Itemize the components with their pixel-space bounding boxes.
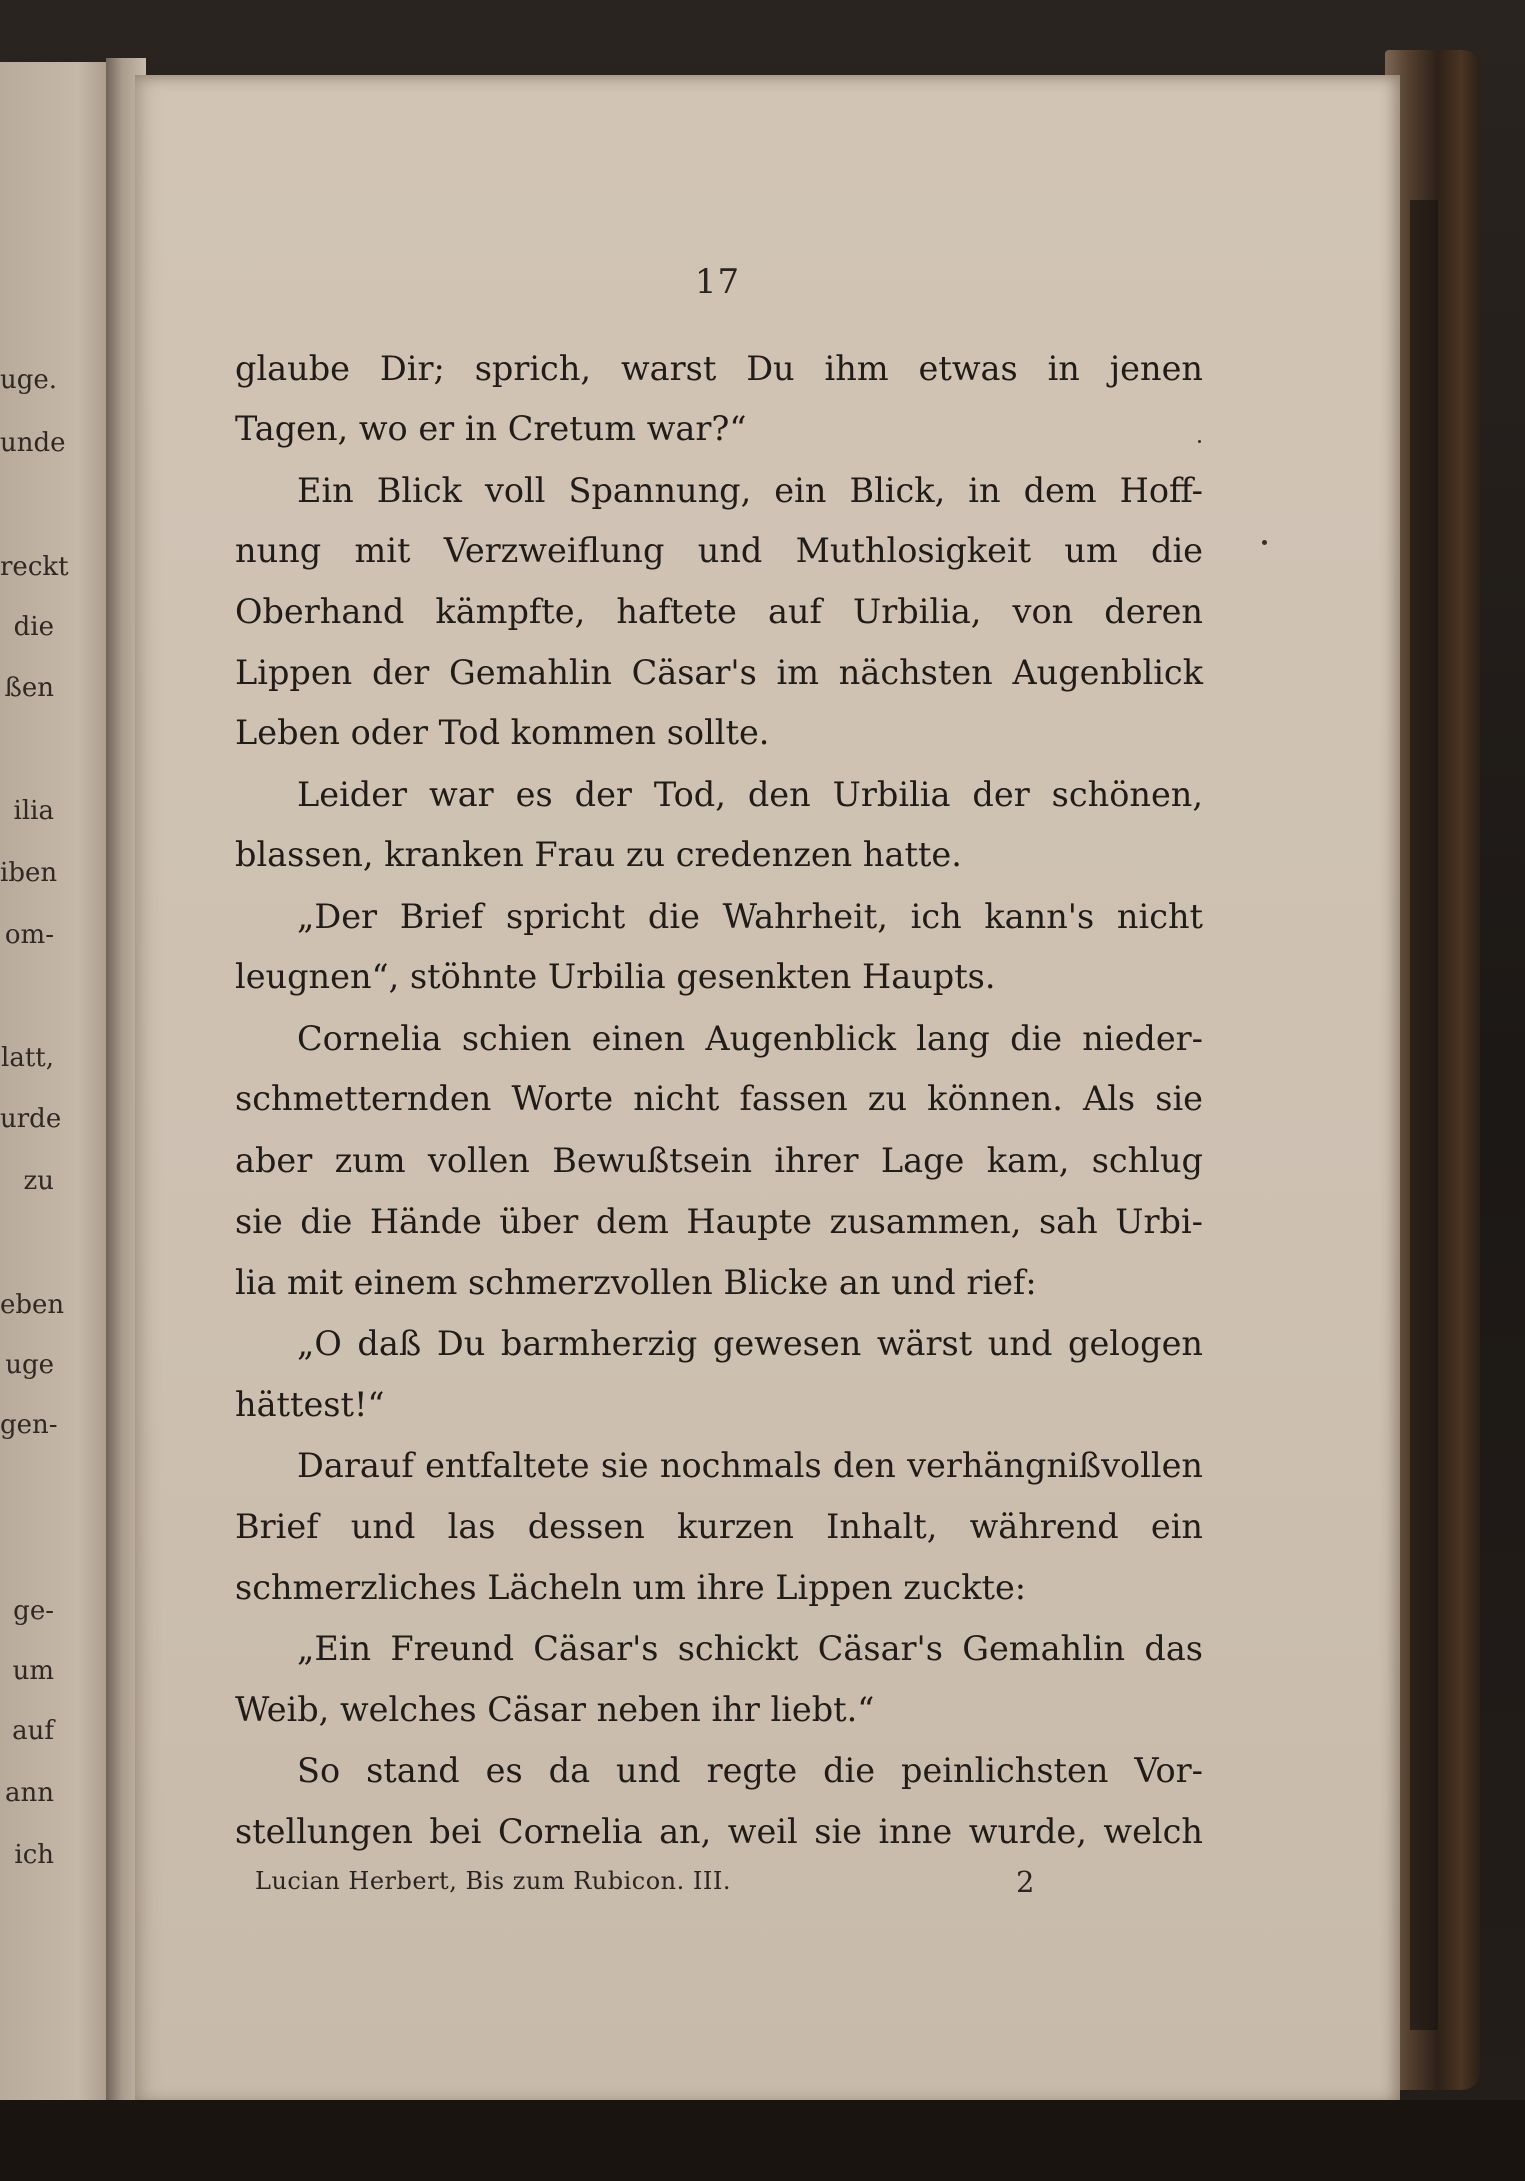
text-line: „Ein Freund Cäsar's schickt Cäsar's Gemahlin das — [297, 1629, 1203, 1668]
left-margin-fragment: reckt — [0, 552, 69, 582]
text-line: leugnen“, stöhnte Urbilia gesenkten Haupts. — [235, 957, 996, 996]
left-margin-fragment: gen- — [0, 1410, 58, 1440]
text-line: Ein Blick voll Spannung, ein Blick, in dem Hoff- — [297, 471, 1203, 510]
left-margin-fragment: zu — [23, 1166, 54, 1196]
text-line: blassen, kranken Frau zu credenzen hatte. — [235, 835, 962, 874]
text-line: stellungen bei Cornelia an, weil sie inne wurde, welch — [235, 1812, 1203, 1851]
left-margin-fragment: ann — [5, 1778, 54, 1808]
text-line: „Der Brief spricht die Wahrheit, ich kann's nicht — [297, 897, 1203, 936]
text-line: sie die Hände über dem Haupte zusammen, sah Urbi- — [235, 1202, 1203, 1241]
text-line: Darauf entfaltete sie nochmals den verhängnißvollen — [297, 1446, 1203, 1485]
left-margin-fragment: latt, — [1, 1043, 54, 1073]
left-margin-fragment: iben — [0, 858, 58, 888]
text-line: nung mit Verzweiflung und Muthlosigkeit um die — [235, 531, 1203, 570]
text-line: Cornelia schien einen Augenblick lang die nieder- — [297, 1019, 1203, 1058]
left-margin-fragment: ilia — [13, 796, 54, 826]
bottom-shadow — [0, 2100, 1525, 2181]
text-line: lia mit einem schmerzvollen Blicke an und rief: — [235, 1263, 1037, 1302]
left-margin-fragment: om- — [4, 920, 54, 950]
left-margin-fragment: unde — [0, 428, 66, 458]
text-line: schmerzliches Lächeln um ihre Lippen zuckte: — [235, 1568, 1027, 1607]
left-margin-fragment: ich — [14, 1840, 54, 1870]
paper-speck — [1262, 540, 1267, 545]
left-margin-fragment: die — [13, 612, 54, 642]
text-line: So stand es da und regte die peinlichsten Vor- — [297, 1751, 1203, 1790]
page-number: 17 — [694, 262, 741, 302]
text-line: hättest!“ — [235, 1385, 385, 1424]
text-line: glaube Dir; sprich, warst Du ihm etwas in jenen — [235, 349, 1203, 388]
text-line: Tagen, wo er in Cretum war?“ — [235, 409, 747, 448]
left-margin-fragment: eben — [0, 1290, 65, 1320]
text-line: Brief und las dessen kurzen Inhalt, während ein — [235, 1507, 1203, 1546]
left-margin-fragment: uge. — [0, 365, 58, 395]
left-margin-fragment: urde — [0, 1104, 62, 1134]
footer-signature: Lucian Herbert, Bis zum Rubicon. III. — [255, 1867, 731, 1895]
text-line: Lippen der Gemahlin Cäsar's im nächsten Augenblick — [235, 653, 1203, 692]
text-line: Weib, welches Cäsar neben ihr liebt.“ — [235, 1690, 875, 1729]
book-spine-shadow — [1410, 200, 1438, 2030]
left-margin-fragment: uge — [5, 1350, 54, 1380]
left-margin-fragment: auf — [12, 1716, 54, 1746]
text-line: Leben oder Tod kommen sollte. — [235, 713, 770, 752]
left-margin-fragment: ge- — [13, 1596, 54, 1626]
footer-sheet-number: 2 — [1016, 1865, 1035, 1899]
paper-speck — [1198, 440, 1201, 443]
text-line: aber zum vollen Bewußtsein ihrer Lage kam, schlug — [235, 1141, 1203, 1180]
text-line: Oberhand kämpfte, haftete auf Urbilia, von deren — [235, 592, 1203, 631]
text-line: Leider war es der Tod, den Urbilia der schönen, — [297, 775, 1203, 814]
left-margin-fragment: ßen — [4, 673, 54, 703]
left-margin-fragment: um — [12, 1656, 54, 1686]
text-line: schmetternden Worte nicht fassen zu können. Als sie — [235, 1079, 1203, 1118]
text-line: „O daß Du barmherzig gewesen wärst und gelogen — [297, 1324, 1203, 1363]
